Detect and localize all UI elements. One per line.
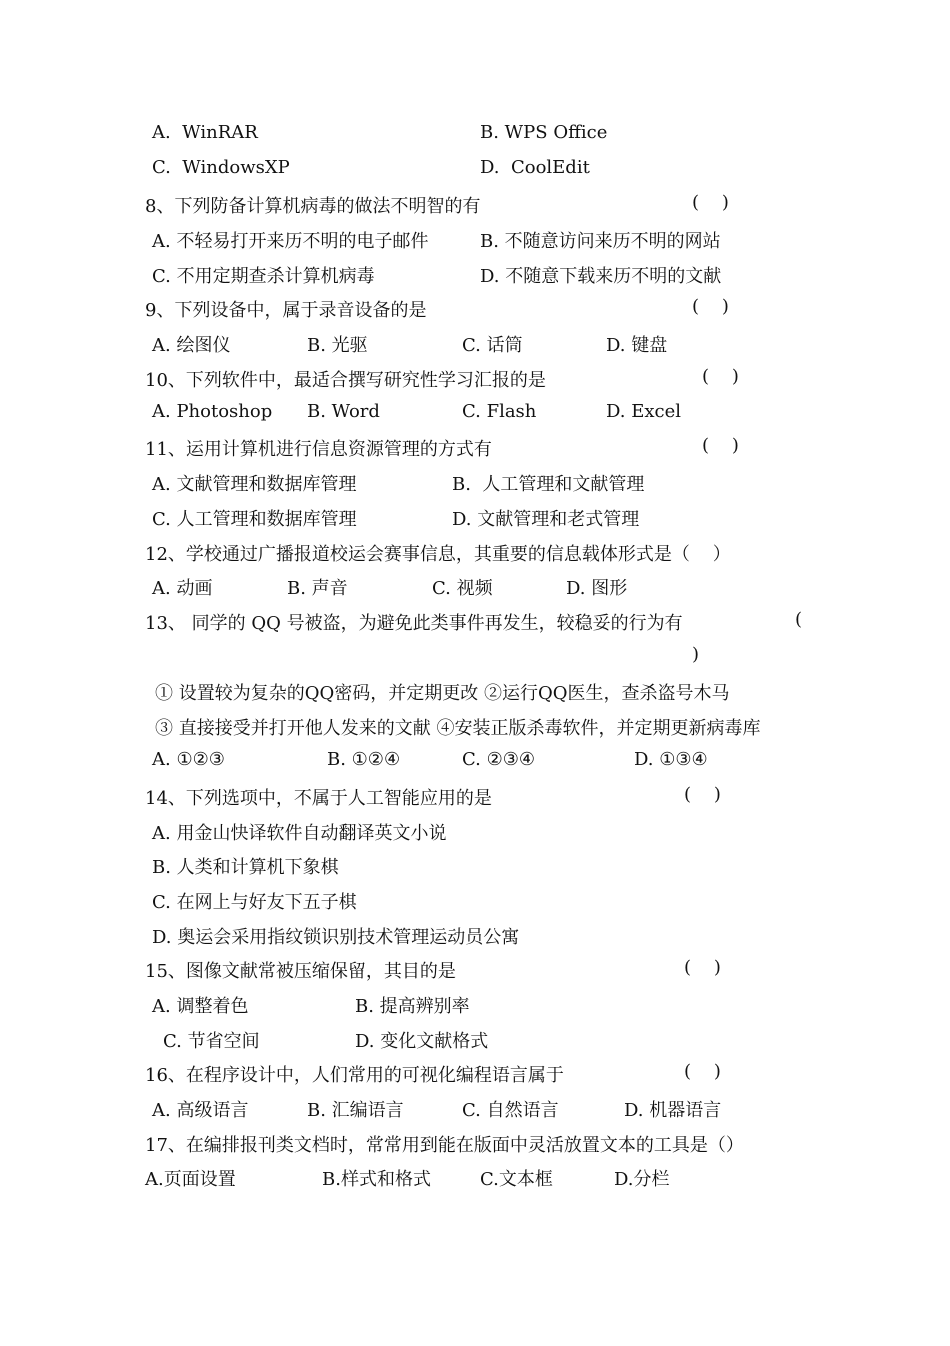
q16-option-a: A. 高级语言 <box>152 1100 249 1121</box>
q8-option-c: C. 不用定期查杀计算机病毒 <box>152 266 375 287</box>
q13-statement-1-2: ① 设置较为复杂的QQ密码，并定期更改 ②运行QQ医生，查杀盗号木马 <box>155 683 730 704</box>
q13-option-c: C. ②③④ <box>462 749 535 770</box>
q17-stem: 17、在编排报刊类文档时，常常用到能在版面中灵活放置文本的工具是（） <box>145 1135 744 1156</box>
q13-paren-close: ) <box>692 644 700 665</box>
q12-option-c: C. 视频 <box>432 578 493 599</box>
q10-answer-paren: ( ) <box>702 366 739 387</box>
q16-answer-paren: ( ) <box>684 1061 721 1082</box>
q14-option-c: C. 在网上与好友下五子棋 <box>152 892 357 913</box>
q13-statement-3-4: ③ 直接接受并打开他人发来的文献 ④安装正版杀毒软件，并定期更新病毒库 <box>155 718 761 739</box>
q9-option-d: D. 键盘 <box>606 335 668 356</box>
q10-option-a: A. Photoshop <box>152 401 273 422</box>
q12-option-b: B. 声音 <box>287 578 348 599</box>
q14-option-d: D. 奥运会采用指纹锁识别技术管理运动员公寓 <box>152 927 520 948</box>
q13-paren-open: ( <box>795 609 803 630</box>
q14-option-b: B. 人类和计算机下象棋 <box>152 857 339 878</box>
q7-option-b: B. WPS Office <box>480 122 608 143</box>
q15-answer-paren: ( ) <box>684 957 721 978</box>
q9-option-a: A. 绘图仪 <box>152 335 231 356</box>
q13-option-d: D. ①③④ <box>634 749 708 770</box>
q9-stem: 9、下列设备中，属于录音设备的是 <box>145 300 427 321</box>
q9-option-b: B. 光驱 <box>307 335 368 356</box>
q15-option-b: B. 提高辨别率 <box>355 996 470 1017</box>
q12-stem: 12、学校通过广播报道校运会赛事信息，其重要的信息载体形式是（ ） <box>145 544 731 565</box>
q8-stem: 8、下列防备计算机病毒的做法不明智的有 <box>145 196 481 217</box>
q12-option-d: D. 图形 <box>566 578 628 599</box>
q9-answer-paren: ( ) <box>692 296 729 317</box>
q11-stem: 11、运用计算机进行信息资源管理的方式有 <box>145 439 492 460</box>
q17-option-a: A.页面设置 <box>145 1169 236 1190</box>
q7-option-a: A. WinRAR <box>152 122 258 143</box>
q15-option-c: C. 节省空间 <box>163 1031 260 1052</box>
q7-option-d: D. CoolEdit <box>480 157 590 178</box>
q12-option-a: A. 动画 <box>152 578 213 599</box>
q17-option-c: C.文本框 <box>480 1169 553 1190</box>
q8-option-b: B. 不随意访问来历不明的网站 <box>480 231 721 252</box>
q11-answer-paren: ( ) <box>702 435 739 456</box>
q9-option-c: C. 话筒 <box>462 335 523 356</box>
q10-option-d: D. Excel <box>606 401 682 422</box>
q8-option-a: A. 不轻易打开来历不明的电子邮件 <box>152 231 429 252</box>
q14-option-a: A. 用金山快译软件自动翻译英文小说 <box>152 823 447 844</box>
q15-stem: 15、图像文献常被压缩保留，其目的是 <box>145 961 456 982</box>
q16-option-b: B. 汇编语言 <box>307 1100 404 1121</box>
q11-option-b: B. 人工管理和文献管理 <box>452 474 645 495</box>
q16-option-c: C. 自然语言 <box>462 1100 559 1121</box>
q17-option-b: B.样式和格式 <box>322 1169 431 1190</box>
q8-answer-paren: ( ) <box>692 192 729 213</box>
q13-option-a: A. ①②③ <box>152 749 225 770</box>
q10-option-c: C. Flash <box>462 401 537 422</box>
q16-option-d: D. 机器语言 <box>624 1100 722 1121</box>
q8-option-d: D. 不随意下载来历不明的文献 <box>480 266 722 287</box>
q14-answer-paren: ( ) <box>684 784 721 805</box>
q7-option-c: C. WindowsXP <box>152 157 290 178</box>
q15-option-a: A. 调整着色 <box>152 996 249 1017</box>
q16-stem: 16、在程序设计中，人们常用的可视化编程语言属于 <box>145 1065 564 1086</box>
q17-option-d: D.分栏 <box>614 1169 670 1190</box>
q11-option-c: C. 人工管理和数据库管理 <box>152 509 357 530</box>
q13-stem: 13、 同学的 QQ 号被盗，为避免此类事件再发生，较稳妥的行为有 <box>145 613 683 634</box>
q15-option-d: D. 变化文献格式 <box>355 1031 489 1052</box>
q10-stem: 10、下列软件中，最适合撰写研究性学习汇报的是 <box>145 370 546 391</box>
q14-stem: 14、下列选项中，不属于人工智能应用的是 <box>145 788 492 809</box>
q11-option-d: D. 文献管理和老式管理 <box>452 509 640 530</box>
q11-option-a: A. 文献管理和数据库管理 <box>152 474 357 495</box>
q13-option-b: B. ①②④ <box>327 749 401 770</box>
q10-option-b: B. Word <box>307 401 380 422</box>
